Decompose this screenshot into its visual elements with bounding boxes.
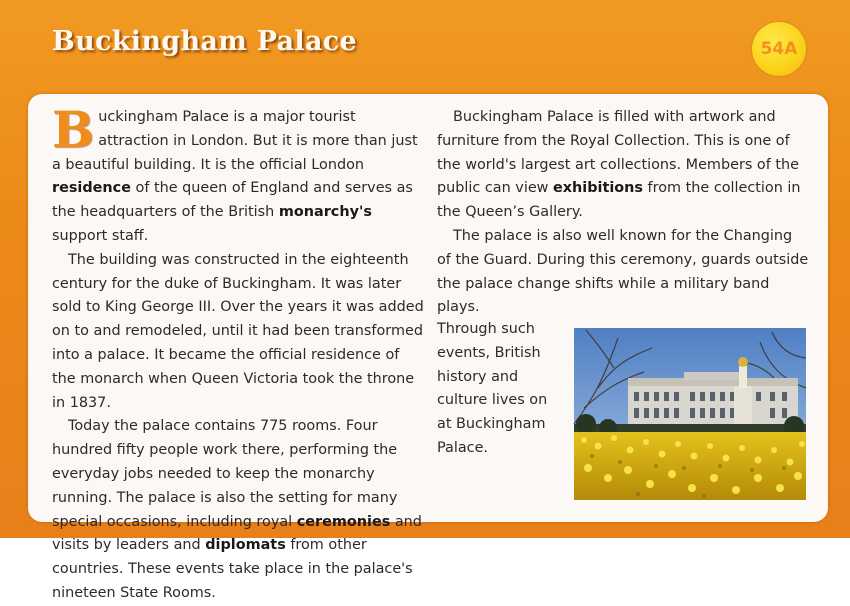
keyword-exhibitions: exhibitions: [553, 180, 643, 197]
article-column-right: [437, 106, 809, 320]
paragraph-3-text-a: Today the palace contains 775 rooms. Four hundred fifty people work there, performing the everyday jobs needed to keep the monarchy running. The palace is also the setting for many special occasions, including royal: [52, 418, 398, 530]
paragraph-1-text-c: support staff.: [52, 227, 149, 244]
keyword-ceremonies: ceremonies: [296, 513, 391, 530]
palace-illustration: [574, 328, 806, 500]
paragraph-3: [52, 415, 427, 605]
page-badge: 54A: [752, 22, 806, 76]
keyword-monarchys: monarchy's: [278, 204, 372, 221]
keyword-residence: residence: [52, 180, 131, 197]
article-column-beside-photo: [437, 318, 565, 461]
palace-photo: [574, 328, 806, 500]
paragraph-4: [437, 106, 809, 225]
page-title: Buckingham Palace: [52, 26, 358, 57]
article-column-left: [52, 100, 427, 606]
paragraph-3-text-b: and visits by leaders and: [52, 513, 422, 554]
paragraph-1-text-b: of the queen of England and serves as the headquarters of the British: [52, 180, 413, 221]
paragraph-3-text-c: from other countries. These events take place in the palace's nineteen State Rooms.: [52, 537, 413, 601]
paragraph-2: The building was constructed in the eighteenth century for the duke of Buckingham. It was later sold to King George III. Over the years it was added on to and remodeled, until it had been transformed into a palace. It became the official residence of the monarch when Queen Victoria took the throne in 1837.: [52, 251, 424, 411]
paragraph-5: The palace is also well known for the Changing of the Guard. During this ceremony, guards outside the palace change shifts while a military band plays.: [437, 227, 809, 316]
paragraph-1-text-a: uckingham Palace is a major tourist attraction in London. But it is more than just a beautiful building. It is the official London: [52, 109, 418, 173]
paragraph-6: Through such events, British history and culture lives on at Buckingham Palace.: [437, 321, 548, 456]
paragraph-1: [52, 100, 427, 249]
drop-cap: B: [52, 100, 95, 159]
paragraph-4-text-a: Buckingham Palace is filled with artwork and furniture from the Royal Collection. This is one of the world's largest art collections. Members of the public can view: [437, 109, 799, 197]
paragraph-4-text-b: from the collection in the Queen’s Gallery.: [437, 180, 801, 221]
keyword-diplomats: diplomats: [205, 537, 286, 554]
